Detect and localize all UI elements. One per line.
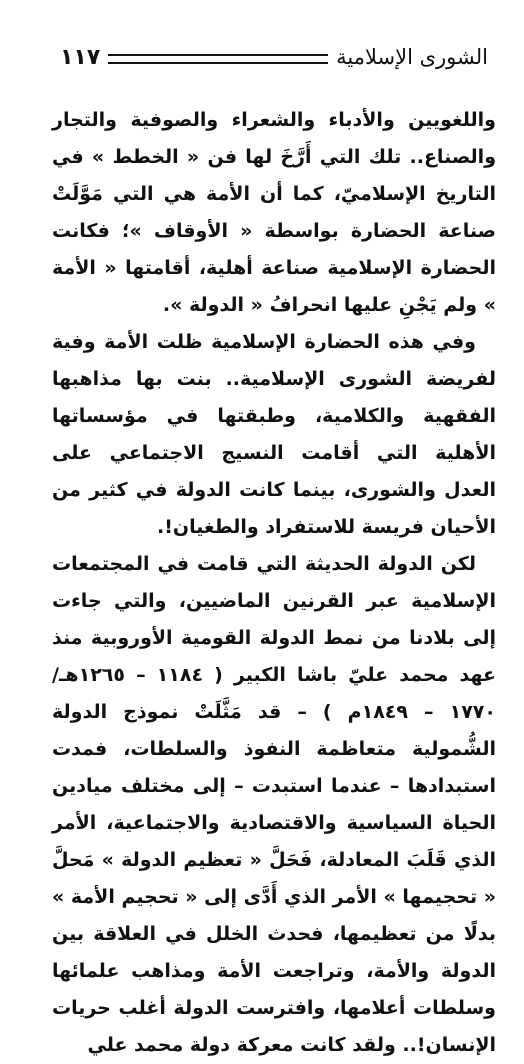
page-number: ١١٧ — [60, 44, 101, 70]
header-double-rule — [108, 54, 328, 64]
running-header — [60, 40, 488, 74]
header-title: الشورى الإسلامية — [336, 45, 488, 69]
body-text — [52, 102, 496, 1064]
paragraph: لكن الدولة الحديثة التي قامت في المجتمعات الإسلامية عبر القرنين الماضيين، والتي جاءت إلى بلادنا من نمط الدولة القومية الأوروبية منذ عهد محمد عليّ باشا الكبير ( ١١٨٤ – ١٢٦٥هـ/١٧٧٠ – ١٨٤٩م ) – قد مَثَّلَتْ نموذج الدولة الشُّمولية متعاظمة النفوذ والسلطات، فمدت استبدادها – عندما استبدت – إلى مختلف ميادين الحياة السياسية والاقتصادية والاجتماعية، الأمر الذي قَلَبَ المعادلة، فَحَلَّ « تعظيم الدولة » مَحلَّ « تحجيمها » الأمر الذي أَدَّى إلى « تحجيم الأمة » بدلًا من تعظيمها، فحدث الخلل في العلاقة بين الدولة والأمة، وتراجعت الأمة ومذاهب علمائها وسلطات أعلامها، وافترست الدولة أغلب حريات الإنسان!.. ولقد كانت معركة دولة محمد علي — [52, 553, 496, 1056]
paragraph: وفي هذه الحضارة الإسلامية ظلت الأمة وفية لفريضة الشورى الإسلامية.. بنت بها مذاهبها الفقهية والكلامية، وطبقتها في مؤسساتها الأهلية التي أقامت النسيج الاجتماعي على العدل والشورى، بينما كانت الدولة في كثير من الأحيان فريسة للاستفراد والطغيان!. — [52, 331, 496, 538]
paragraph-continued: واللغويين والأدباء والشعراء والصوفية والتجار والصناع.. تلك التي أَرَّخَ لها فن « الخطط » في التاريخ الإسلاميّ، كما أن الأمة هي التي مَوَّلَتْ صناعة الحضارة بواسطة « الأوقاف »؛ فكانت الحضارة الإسلامية صناعة أهلية، أقامتها « الأمة » ولم يَجْنِ عليها انحرافُ « الدولة ». — [52, 109, 496, 316]
